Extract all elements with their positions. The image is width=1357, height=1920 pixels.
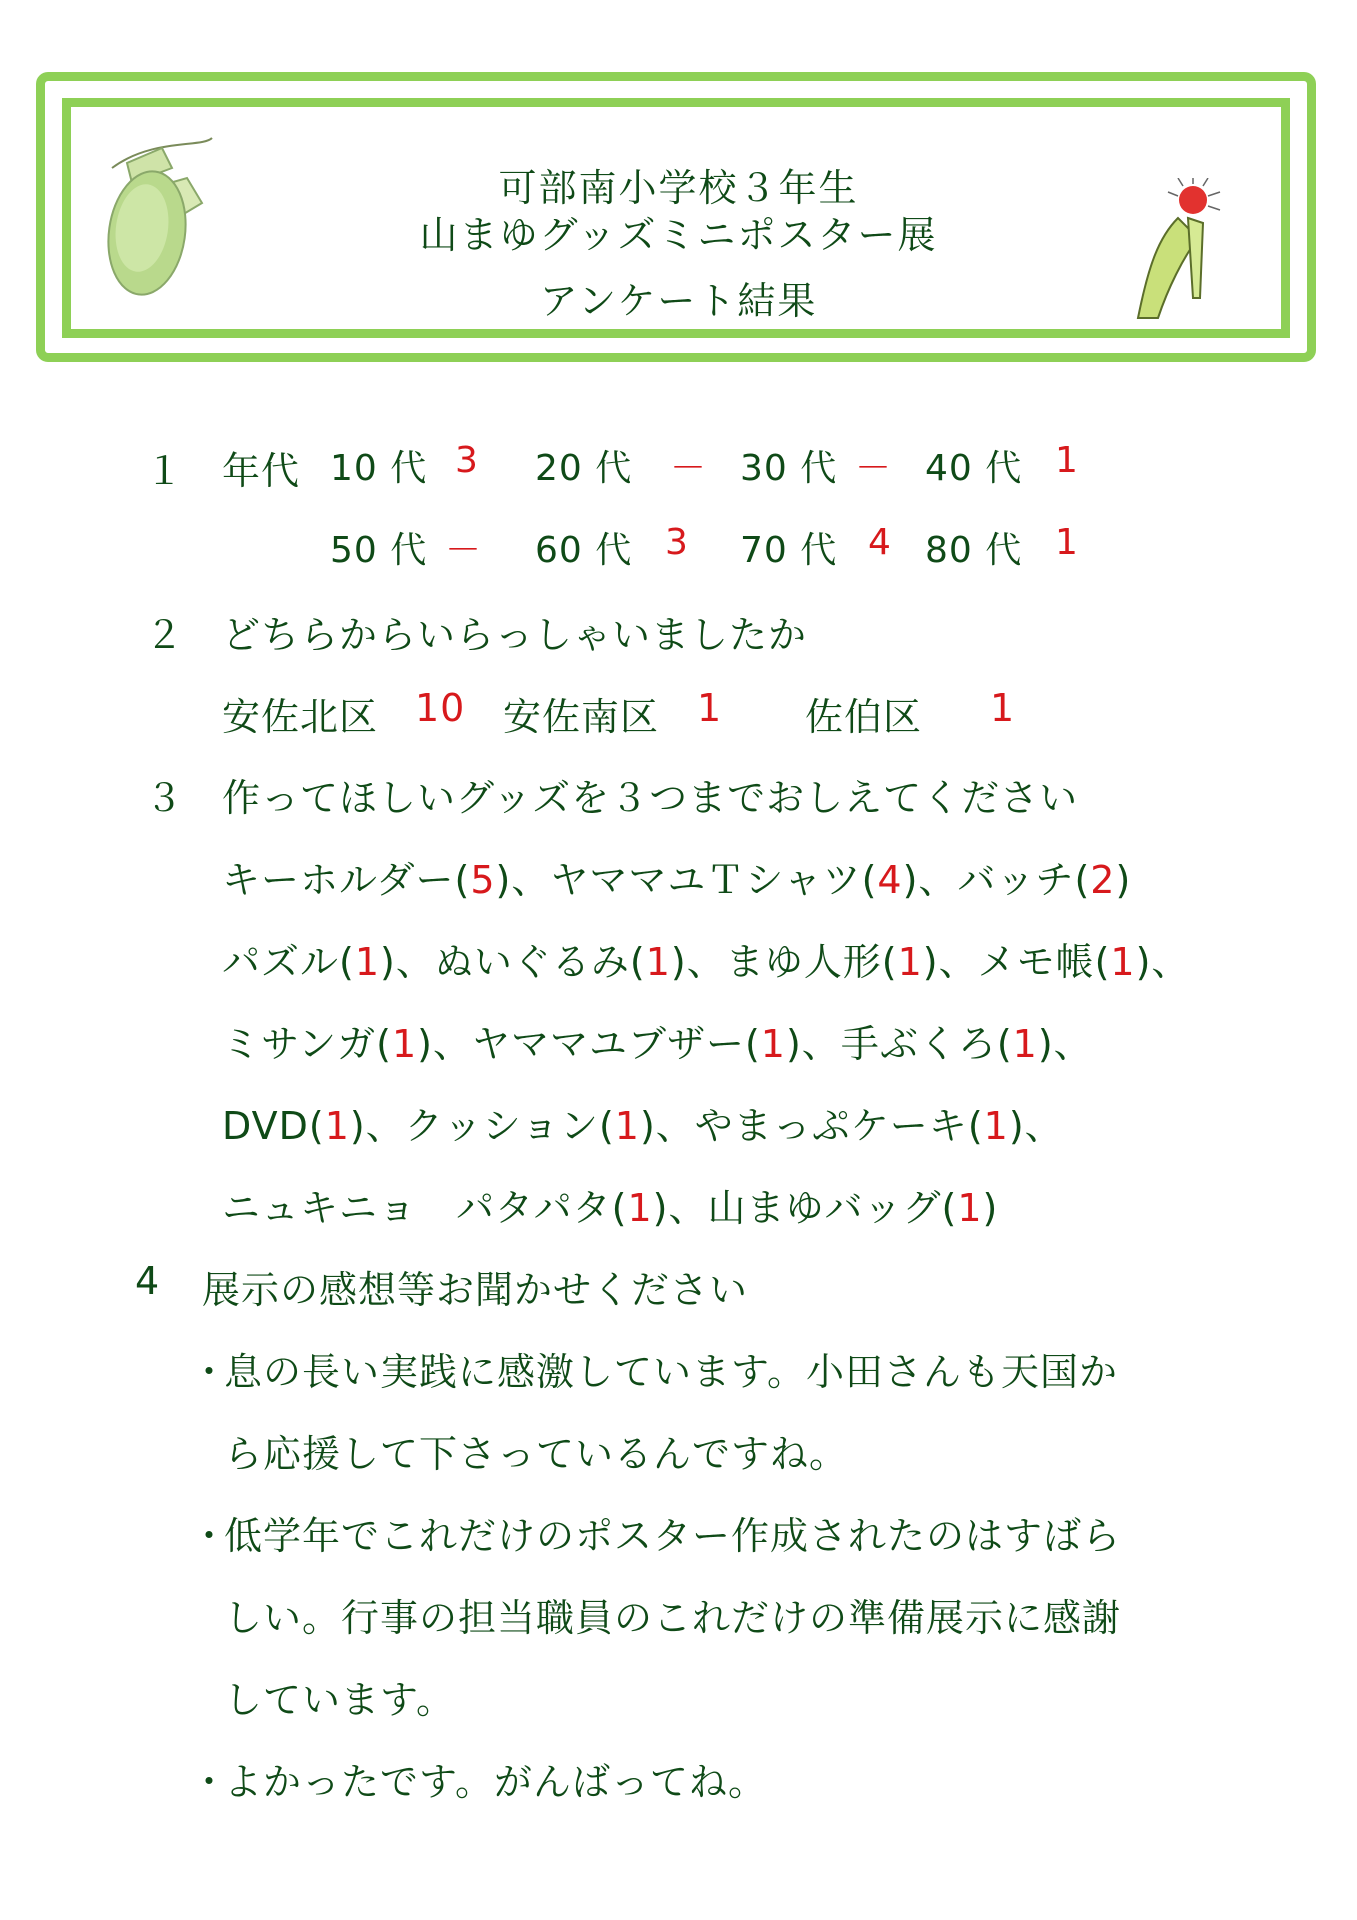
comment-bullet: ・ (190, 1514, 230, 1558)
goods-name: ニュキニョ パタパタ (222, 1186, 612, 1230)
goods-name: ヤママユＴシャツ (550, 858, 862, 902)
goods-count: 5 (470, 858, 496, 902)
comment-bullet: ・ (190, 1760, 230, 1804)
age-count: － (855, 448, 893, 489)
comment-line: ら応援して下さっているんですね。 (224, 1432, 849, 1476)
area-name: 佐伯区 (805, 695, 923, 739)
goods-count: 1 (760, 1022, 786, 1066)
goods-name: キーホルダー (222, 858, 455, 902)
goods-line: DVD(1)、クッション(1)、やまっぷケーキ(1)、 (222, 1104, 1064, 1148)
goods-count: 1 (627, 1186, 653, 1230)
q3-question: 作ってほしいグッズを３つまでおしえてください (222, 776, 1079, 820)
goods-count: 1 (645, 940, 671, 984)
q2-number: ２ (145, 613, 185, 657)
age-count: 1 (1055, 440, 1079, 481)
goods-line: キーホルダー(5)、ヤママユＴシャツ(4)、バッチ(2) (222, 858, 1132, 902)
q1-number: １ (145, 449, 185, 493)
age-label: 20 代 (535, 448, 633, 489)
comment-line: しい。行事の担当職員のこれだけの準備展示に感謝 (224, 1596, 1122, 1640)
q4-number: 4 (135, 1259, 161, 1303)
comment-bullet: ・ (190, 1350, 230, 1394)
comment-line: しています。 (224, 1678, 455, 1722)
goods-line: ニュキニョ パタパタ(1)、山まゆバッグ(1) (222, 1186, 999, 1230)
goods-count: 1 (614, 1104, 640, 1148)
goods-count: 1 (897, 940, 923, 984)
goods-count: 1 (1110, 940, 1136, 984)
age-label: 60 代 (535, 530, 633, 571)
age-count: 3 (665, 522, 689, 563)
age-label: 40 代 (925, 448, 1023, 489)
goods-count: 1 (391, 1022, 418, 1066)
area-count: 1 (990, 686, 1016, 730)
q3-number: ３ (145, 776, 185, 820)
age-count: 4 (868, 522, 892, 563)
comment-line: 息の長い実践に感激しています。小田さんも天国か (224, 1350, 1118, 1394)
goods-name: クッション (404, 1104, 599, 1148)
goods-name: まゆ人形 (725, 940, 882, 984)
header-title-line: 山まゆグッズミニポスター展 (419, 213, 938, 257)
age-label: 80 代 (925, 530, 1023, 571)
header-school-line: 可部南小学校３年生 (498, 166, 859, 210)
age-count: － (445, 530, 483, 571)
goods-count: 2 (1090, 858, 1116, 902)
goods-line: ミサンガ(1)、ヤママユブザー(1)、手ぶくろ(1)、 (222, 1022, 1093, 1066)
goods-count: 1 (983, 1104, 1009, 1148)
q1-label: 年代 (222, 449, 301, 493)
goods-name: メモ帳 (977, 940, 1095, 984)
goods-name: 山まゆバッグ (707, 1186, 942, 1230)
goods-name: DVD (222, 1104, 309, 1148)
area-count: 1 (697, 686, 723, 730)
age-label: 10 代 (330, 448, 428, 489)
goods-count: 4 (877, 858, 903, 902)
goods-count: 1 (957, 1186, 983, 1230)
goods-line: パズル(1)、ぬいぐるみ(1)、まゆ人形(1)、メモ帳(1)、 (222, 940, 1191, 984)
goods-name: バッチ (957, 858, 1075, 902)
goods-name: 手ぶくろ (840, 1022, 997, 1066)
goods-name: ヤママユブザー (471, 1022, 745, 1066)
goods-count: 1 (354, 940, 381, 984)
age-count: 1 (1055, 522, 1079, 563)
header-subtitle-line: アンケート結果 (539, 279, 818, 323)
goods-count: 1 (324, 1104, 350, 1148)
age-count: 3 (455, 440, 479, 481)
area-count: 10 (415, 686, 466, 730)
q4-question: 展示の感想等お聞かせください (202, 1268, 749, 1312)
comment-line: よかったです。がんばってね。 (224, 1760, 767, 1804)
goods-name: ぬいぐるみ (434, 940, 630, 984)
q2-question: どちらからいらっしゃいましたか (222, 613, 808, 657)
age-label: 50 代 (330, 530, 428, 571)
goods-count: 1 (1012, 1022, 1038, 1066)
area-name: 安佐北区 (222, 695, 379, 739)
age-label: 70 代 (740, 530, 838, 571)
goods-name: パズル (222, 940, 340, 984)
age-count: － (670, 448, 708, 489)
goods-name: ミサンガ (222, 1022, 377, 1066)
comment-line: 低学年でこれだけのポスター作成されたのはすばら (224, 1514, 1122, 1558)
area-name: 安佐南区 (503, 695, 660, 739)
goods-name: やまっぷケーキ (694, 1104, 968, 1148)
age-label: 30 代 (740, 448, 838, 489)
